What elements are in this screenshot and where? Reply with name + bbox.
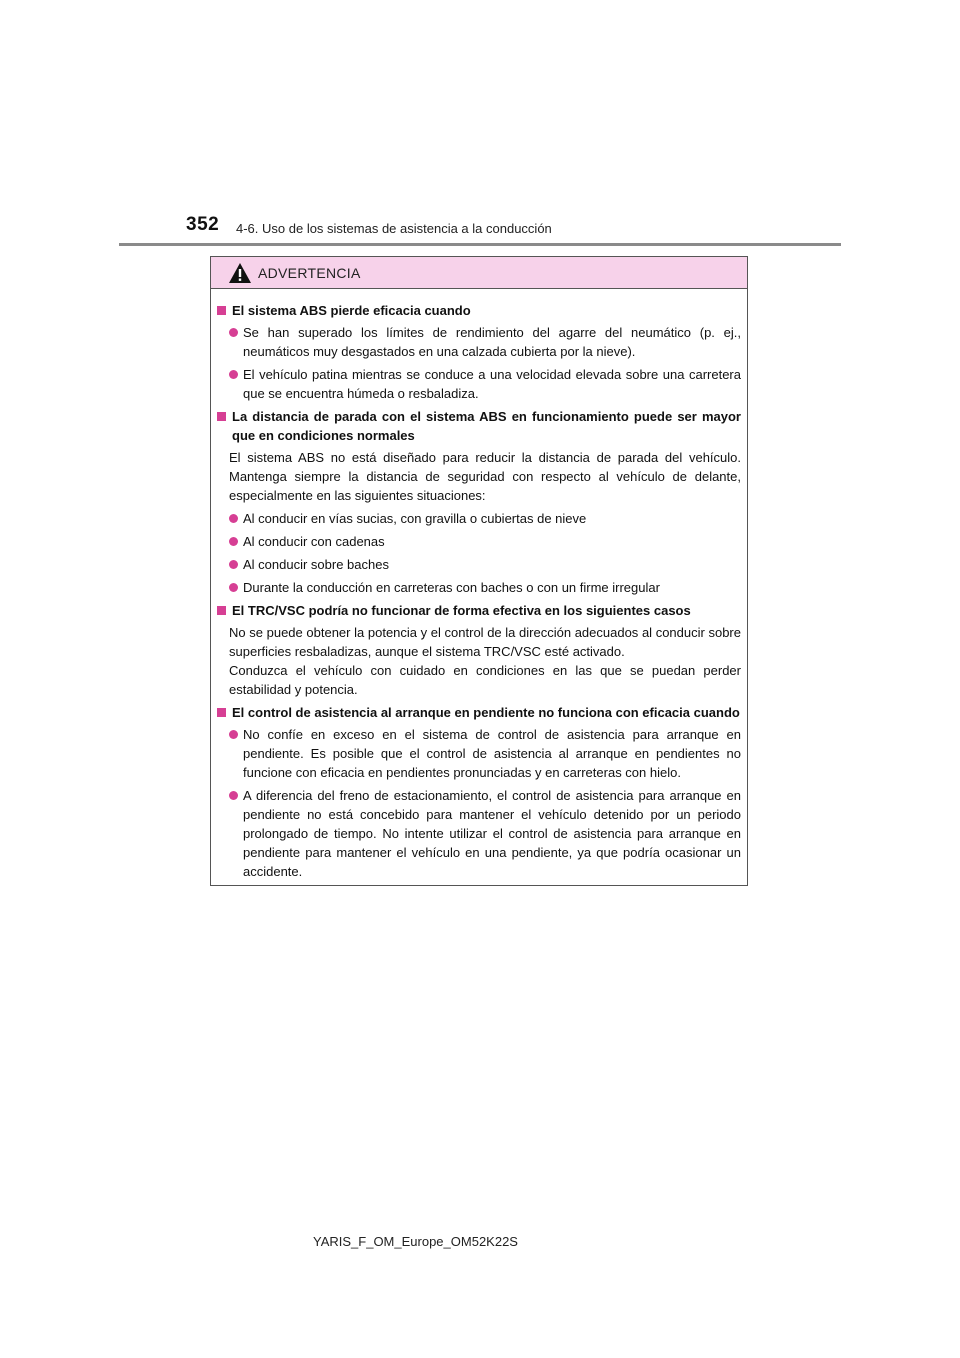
warning-triangle-icon — [228, 262, 252, 284]
list-item: Al conducir en vías sucias, con gravilla o cubiertas de nieve — [217, 509, 741, 528]
header-rule — [119, 243, 841, 246]
circle-bullet-icon — [229, 730, 238, 739]
square-bullet-icon — [217, 606, 226, 615]
square-bullet-icon — [217, 708, 226, 717]
circle-bullet-icon — [229, 514, 238, 523]
circle-bullet-icon — [229, 328, 238, 337]
section-paragraph: El sistema ABS no está diseñado para reducir la distancia de parada del vehículo. Mantenga siempre la distancia de seguridad con respecto al vehículo de delante, especialmente en las siguientes situaciones: — [229, 450, 741, 503]
list-item: Se han superado los límites de rendimiento del agarre del neumático (p. ej., neumáticos muy desgastados en una calzada cubierta por la nieve). — [217, 323, 741, 361]
list-item: El vehículo patina mientras se conduce a una velocidad elevada sobre una carretera que se encuentra húmeda o resbaladiza. — [217, 365, 741, 403]
footer-document-code: YARIS_F_OM_Europe_OM52K22S — [313, 1234, 518, 1249]
page-number: 352 — [186, 214, 220, 235]
circle-bullet-icon — [229, 583, 238, 592]
circle-bullet-icon — [229, 560, 238, 569]
section-paragraph: No se puede obtener la potencia y el control de la dirección adecuados al conducir sobre superficies resbaladizas, aunque el sistema TRC/VSC esté activado. — [229, 625, 741, 659]
warning-section-abs-efficacy — [217, 301, 741, 403]
section-heading: El sistema ABS pierde eficacia cuando — [232, 303, 471, 318]
warning-title: ADVERTENCIA — [258, 264, 361, 281]
warning-body — [211, 289, 747, 881]
list-item: No confíe en exceso en el sistema de control de asistencia para arranque en pendiente. Es posible que el control de asistencia al arranque en pendientes no funcione con eficacia en pendientes pronunciadas y en carreteras con hielo. — [217, 725, 741, 782]
list-item: A diferencia del freno de estacionamiento, el control de asistencia para arranque en pendiente no está concebido para mantener el vehículo detenido por un periodo prolongado de tiempo. No intente utilizar el control de asistencia para arranque en pendiente para mantener el vehículo en una pendiente, ya que podría ocasionar un accidente. — [217, 786, 741, 881]
warning-section-trc-vsc — [217, 601, 741, 699]
section-paragraph: Conduzca el vehículo con cuidado en condiciones en las que se puedan perder estabilidad y potencia. — [229, 663, 741, 697]
list-item: Al conducir con cadenas — [217, 532, 741, 551]
warning-box — [210, 256, 748, 886]
circle-bullet-icon — [229, 537, 238, 546]
circle-bullet-icon — [229, 370, 238, 379]
section-heading: La distancia de parada con el sistema ABS en funcionamiento puede ser mayor que en condiciones normales — [232, 409, 741, 443]
section-title: 4-6. Uso de los sistemas de asistencia a la conducción — [236, 221, 552, 236]
section-heading: El TRC/VSC podría no funcionar de forma efectiva en los siguientes casos — [232, 603, 691, 618]
list-item: Al conducir sobre baches — [217, 555, 741, 574]
list-item: Durante la conducción en carreteras con baches o con un firme irregular — [217, 578, 741, 597]
warning-section-abs-stopping-distance — [217, 407, 741, 597]
square-bullet-icon — [217, 306, 226, 315]
warning-section-hill-start-assist — [217, 703, 741, 881]
square-bullet-icon — [217, 412, 226, 421]
warning-header — [211, 257, 747, 289]
circle-bullet-icon — [229, 791, 238, 800]
section-heading: El control de asistencia al arranque en pendiente no funciona con eficacia cuando — [232, 705, 740, 720]
